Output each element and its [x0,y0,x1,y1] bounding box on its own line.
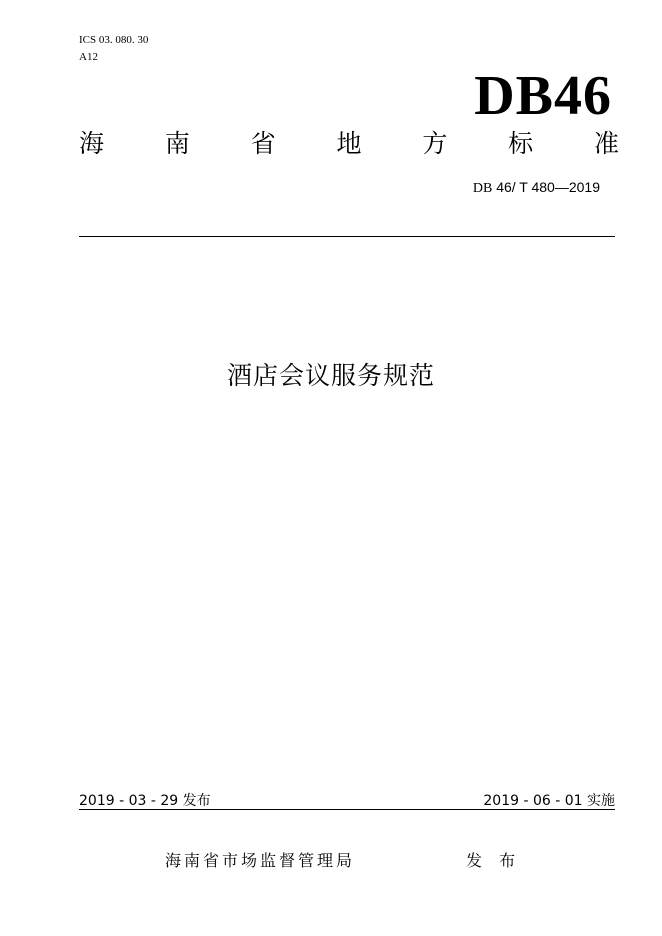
standard-logo: DB46 [474,65,612,127]
standard-type-char: 地 [336,129,362,158]
standard-type-char: 南 [164,129,190,158]
implementation-date: 2019 - 06 - 01 实施 [483,793,615,809]
ccs-number: A12 [79,51,98,63]
ics-number: ICS 03. 080. 30 [79,34,149,46]
standard-code-prefix: DB [472,181,493,196]
standard-code [473,178,600,198]
standard-type-char: 省 [250,129,276,158]
issue-date: 2019 - 03 - 29 发布 [79,793,211,809]
footer-divider [79,809,615,810]
release-label: 发 布 [466,851,522,870]
standard-type-heading [79,128,619,160]
header-divider [79,236,615,237]
standard-type-char: 标 [508,129,534,158]
standard-type-char: 准 [593,129,619,158]
standard-type-char: 方 [422,129,448,158]
issuing-authority: 海南省市场监督管理局 [165,851,356,870]
standard-code-number: 46/ T 480—2019 [492,179,600,195]
standard-type-char: 海 [79,129,105,158]
document-title: 酒店会议服务规范 [226,361,435,390]
